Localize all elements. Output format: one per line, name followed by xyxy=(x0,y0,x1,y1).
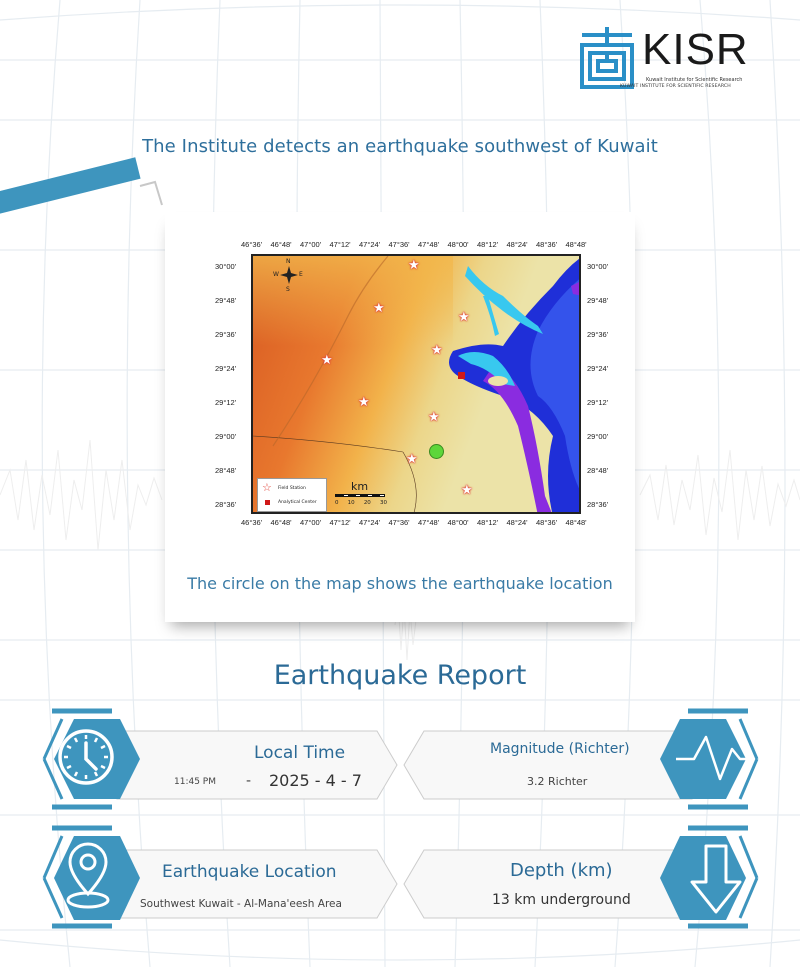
map-image xyxy=(251,254,581,514)
bottom-axis-tick: 46°48' xyxy=(270,518,292,527)
top-axis-tick: 48°36' xyxy=(536,240,558,249)
depth-card xyxy=(402,822,780,934)
left-axis-tick: 28°48' xyxy=(215,466,237,475)
bottom-axis-tick: 47°24' xyxy=(359,518,381,527)
depth-value: 13 km underground xyxy=(492,892,631,908)
right-axis-tick: 29°00' xyxy=(587,432,609,441)
logo-subtitle-caps: KUWAIT INSTITUTE FOR SCIENTIFIC RESEARCH xyxy=(620,84,731,89)
left-axis-tick: 30°00' xyxy=(215,262,237,271)
square-icon xyxy=(265,500,270,505)
pulse-icon xyxy=(674,733,756,785)
scale-tick: 30 xyxy=(379,500,387,506)
field-station-star-icon: ★ xyxy=(431,343,443,358)
right-axis-tick: 29°12' xyxy=(587,398,609,407)
scale-tick: 10 xyxy=(347,500,355,506)
right-axis-tick: 29°36' xyxy=(587,330,609,339)
report-title: Earthquake Report xyxy=(273,660,527,691)
left-axis-tick: 29°24' xyxy=(215,364,237,373)
location-card xyxy=(22,822,400,934)
left-axis-tick: 29°48' xyxy=(215,296,237,305)
field-station-star-icon: ★ xyxy=(408,258,420,273)
bottom-axis-tick: 46°36' xyxy=(241,518,263,527)
top-axis-tick: 47°36' xyxy=(388,240,410,249)
field-station-star-icon: ★ xyxy=(461,483,473,498)
depth-label: Depth (km) xyxy=(510,860,613,881)
analytical-center-marker xyxy=(458,372,465,379)
compass-rose: N S W E xyxy=(273,258,303,293)
top-axis-tick: 48°00' xyxy=(447,240,469,249)
top-axis-tick: 46°36' xyxy=(241,240,263,249)
location-value: Southwest Kuwait - Al-Mana'eesh Area xyxy=(140,898,342,910)
map-legend: ☆ Field Station Analytical Center xyxy=(257,478,327,512)
local-time-label: Local Time xyxy=(254,743,346,763)
seismic-map xyxy=(215,240,609,527)
bottom-axis-tick: 47°48' xyxy=(418,518,440,527)
top-axis-tick: 47°00' xyxy=(300,240,322,249)
kisr-logo xyxy=(578,25,778,95)
right-axis-tick: 29°24' xyxy=(587,364,609,373)
map-card xyxy=(165,212,635,622)
left-axis-tick: 29°36' xyxy=(215,330,237,339)
star-icon: ☆ xyxy=(262,481,272,494)
location-pin-icon xyxy=(62,840,114,916)
bottom-axis-tick: 47°00' xyxy=(300,518,322,527)
left-axis-tick: 28°36' xyxy=(215,500,237,509)
logo-wordmark: KISR xyxy=(642,25,749,74)
top-axis-tick: 47°48' xyxy=(418,240,440,249)
epicenter-circle[interactable] xyxy=(429,444,444,459)
field-station-star-icon: ★ xyxy=(358,395,370,410)
field-station-star-icon: ★ xyxy=(428,410,440,425)
magnitude-card xyxy=(402,703,780,815)
kisr-logo-icon xyxy=(578,27,636,91)
bottom-axis-tick: 48°00' xyxy=(447,518,469,527)
right-axis-tick: 28°36' xyxy=(587,500,609,509)
right-axis-tick: 28°48' xyxy=(587,466,609,475)
bottom-axis-tick: 48°36' xyxy=(536,518,558,527)
local-time-time: 11:45 PM xyxy=(174,777,216,787)
headline: The Institute detects an earthquake southwest of Kuwait xyxy=(142,136,658,157)
top-axis-tick: 48°12' xyxy=(477,240,499,249)
left-axis-tick: 29°12' xyxy=(215,398,237,407)
top-axis-tick: 47°24' xyxy=(359,240,381,249)
top-axis-tick: 46°48' xyxy=(270,240,292,249)
location-label: Earthquake Location xyxy=(162,862,337,882)
scale-tick: 0 xyxy=(335,500,339,506)
magnitude-label: Magnitude (Richter) xyxy=(490,741,630,757)
bottom-axis-tick: 47°12' xyxy=(329,518,351,527)
magnitude-value: 3.2 Richter xyxy=(527,775,588,788)
local-time-date: 2025 - 4 - 7 xyxy=(269,771,362,790)
top-axis-tick: 47°12' xyxy=(329,240,351,249)
left-axis-tick: 29°00' xyxy=(215,432,237,441)
map-caption: The circle on the map shows the earthquake location xyxy=(187,574,613,593)
right-axis-tick: 29°48' xyxy=(587,296,609,305)
arrow-down-icon xyxy=(688,842,744,916)
scale-bar: km 0 10 20 30 xyxy=(335,480,387,506)
top-axis-tick: 48°48' xyxy=(565,240,587,249)
field-station-star-icon: ★ xyxy=(406,452,418,467)
field-station-star-icon: ★ xyxy=(321,353,333,368)
top-axis-tick: 48°24' xyxy=(506,240,528,249)
bottom-axis-tick: 48°48' xyxy=(565,518,587,527)
scale-tick: 20 xyxy=(363,500,371,506)
bottom-axis-tick: 48°24' xyxy=(506,518,528,527)
right-axis-tick: 30°00' xyxy=(587,262,609,271)
field-station-star-icon: ★ xyxy=(458,310,470,325)
local-time-separator: - xyxy=(246,773,252,789)
logo-subtitle: Kuwait Institute for Scientific Research xyxy=(646,77,743,83)
clock-icon xyxy=(54,725,118,789)
bottom-axis-tick: 47°36' xyxy=(388,518,410,527)
field-station-star-icon: ★ xyxy=(373,301,385,316)
bottom-axis-tick: 48°12' xyxy=(477,518,499,527)
local-time-card xyxy=(22,703,400,815)
